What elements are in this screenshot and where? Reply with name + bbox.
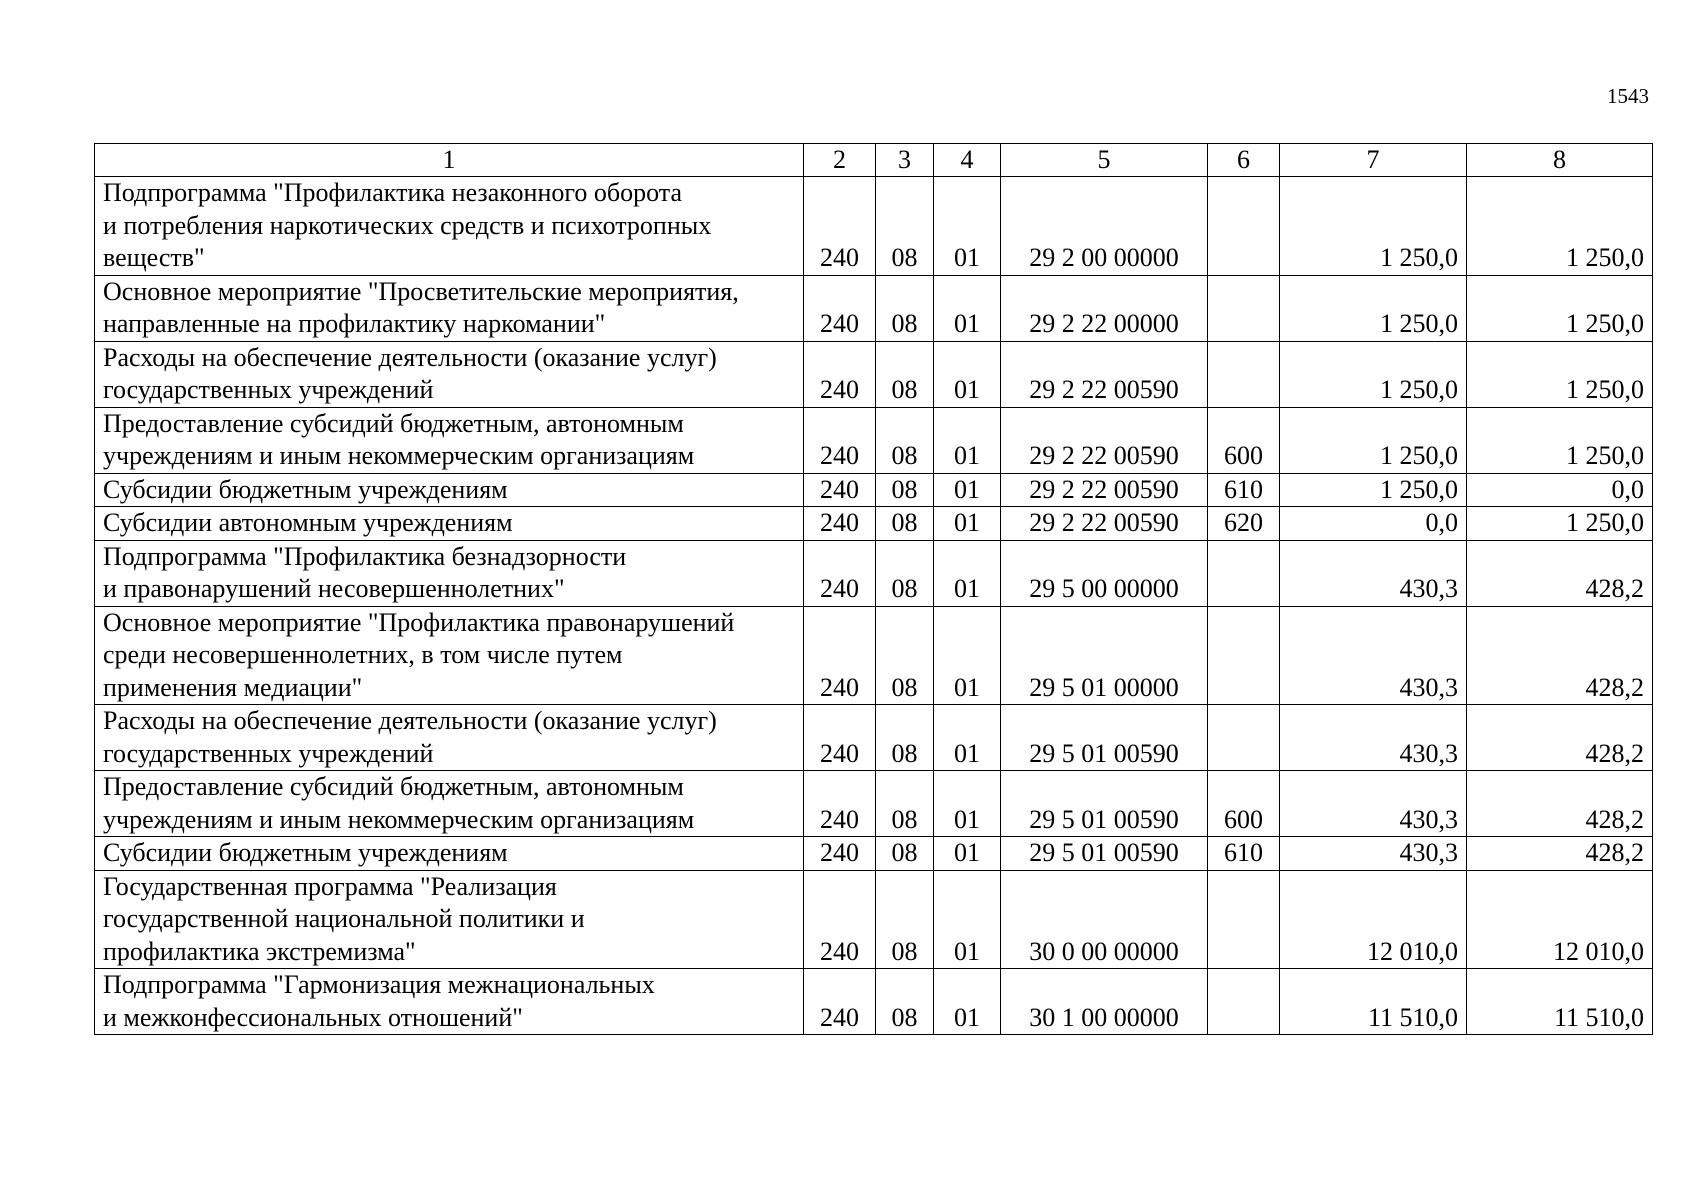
table-row bbox=[95, 473, 1653, 507]
row-name-cell bbox=[95, 407, 804, 473]
gr-code-cell: 240 bbox=[804, 771, 876, 837]
expense-type-cell bbox=[1208, 606, 1280, 705]
table-row bbox=[95, 275, 1653, 341]
amount-year-1-cell: 1 250,0 bbox=[1280, 407, 1467, 473]
table-row bbox=[95, 177, 1653, 276]
table-row bbox=[95, 606, 1653, 705]
target-article-cell: 29 2 22 00590 bbox=[1001, 473, 1208, 507]
subsection-code-cell: 01 bbox=[934, 837, 1001, 871]
gr-code-cell: 240 bbox=[804, 407, 876, 473]
amount-year-1-cell: 0,0 bbox=[1280, 507, 1467, 541]
row-name-cell bbox=[95, 341, 804, 407]
row-name-cell bbox=[95, 771, 804, 837]
section-code-cell: 08 bbox=[876, 969, 934, 1035]
table-row bbox=[95, 837, 1653, 871]
row-name-line: Субсидии автономным учреждениям bbox=[103, 508, 513, 537]
row-name-cell bbox=[95, 705, 804, 771]
gr-code-cell: 240 bbox=[804, 341, 876, 407]
row-name-cell bbox=[95, 507, 804, 541]
row-name-cell bbox=[95, 473, 804, 507]
header-cell: 8 bbox=[1467, 144, 1653, 177]
row-name-line: Субсидии бюджетным учреждениям bbox=[103, 474, 508, 504]
header-cell: 1 bbox=[95, 144, 804, 177]
row-name-line: среди несовершеннолетних, в том числе путем bbox=[103, 640, 623, 669]
amount-year-2-cell: 1 250,0 bbox=[1467, 507, 1653, 541]
row-name-cell bbox=[95, 540, 804, 606]
expense-type-cell bbox=[1208, 705, 1280, 771]
section-code-cell: 08 bbox=[876, 540, 934, 606]
section-code-cell: 08 bbox=[876, 275, 934, 341]
amount-year-2-cell: 428,2 bbox=[1467, 540, 1653, 606]
row-name-cell bbox=[95, 275, 804, 341]
amount-year-1-cell: 1 250,0 bbox=[1280, 341, 1467, 407]
section-code-cell: 08 bbox=[876, 837, 934, 871]
gr-code-cell: 240 bbox=[804, 969, 876, 1035]
gr-code-cell: 240 bbox=[804, 540, 876, 606]
section-code-cell: 08 bbox=[876, 473, 934, 507]
amount-year-1-cell: 430,3 bbox=[1280, 606, 1467, 705]
amount-year-1-cell: 1 250,0 bbox=[1280, 177, 1467, 276]
amount-year-2-cell: 428,2 bbox=[1467, 837, 1653, 871]
amount-year-2-cell: 428,2 bbox=[1467, 606, 1653, 705]
expense-type-cell bbox=[1208, 540, 1280, 606]
table-row bbox=[95, 771, 1653, 837]
target-article-cell: 29 2 22 00590 bbox=[1001, 341, 1208, 407]
header-cell: 4 bbox=[934, 144, 1001, 177]
row-name-line: Основное мероприятие "Профилактика правонарушений bbox=[103, 607, 735, 637]
row-name-line: государственных учреждений bbox=[103, 738, 434, 768]
expense-type-cell: 610 bbox=[1208, 837, 1280, 871]
amount-year-1-cell: 430,3 bbox=[1280, 771, 1467, 837]
amount-year-2-cell: 0,0 bbox=[1467, 473, 1653, 507]
subsection-code-cell: 01 bbox=[934, 275, 1001, 341]
amount-year-2-cell: 1 250,0 bbox=[1467, 341, 1653, 407]
row-name-line: Субсидии бюджетным учреждениям bbox=[103, 838, 508, 867]
section-code-cell: 08 bbox=[876, 507, 934, 541]
row-name-cell bbox=[95, 870, 804, 969]
subsection-code-cell: 01 bbox=[934, 705, 1001, 771]
amount-year-1-cell: 1 250,0 bbox=[1280, 473, 1467, 507]
amount-year-2-cell: 1 250,0 bbox=[1467, 177, 1653, 276]
header-cell: 3 bbox=[876, 144, 934, 177]
table-row bbox=[95, 969, 1653, 1035]
row-name-line: и правонарушений несовершеннолетних" bbox=[103, 574, 565, 603]
gr-code-cell: 240 bbox=[804, 870, 876, 969]
amount-year-1-cell: 430,3 bbox=[1280, 837, 1467, 871]
row-name-line: Подпрограмма "Гармонизация межнациональных bbox=[103, 970, 655, 999]
expense-type-cell bbox=[1208, 275, 1280, 341]
row-name-line: Расходы на обеспечение деятельности (оказание услуг) bbox=[103, 706, 717, 735]
table-row bbox=[95, 705, 1653, 771]
expense-type-cell: 600 bbox=[1208, 407, 1280, 473]
amount-year-2-cell: 12 010,0 bbox=[1467, 870, 1653, 969]
row-name-line: Государственная программа "Реализация bbox=[103, 871, 557, 901]
amount-year-2-cell: 428,2 bbox=[1467, 705, 1653, 771]
expense-type-cell bbox=[1208, 969, 1280, 1035]
row-name-line: Подпрограмма "Профилактика незаконного оборота bbox=[103, 178, 682, 207]
amount-year-1-cell: 1 250,0 bbox=[1280, 275, 1467, 341]
section-code-cell: 08 bbox=[876, 407, 934, 473]
expense-type-cell: 600 bbox=[1208, 771, 1280, 837]
gr-code-cell: 240 bbox=[804, 507, 876, 541]
target-article-cell: 30 1 00 00000 bbox=[1001, 969, 1208, 1035]
row-name-line: Предоставление субсидий бюджетным, автономным bbox=[103, 772, 684, 801]
row-name-cell bbox=[95, 969, 804, 1035]
row-name-line: Основное мероприятие "Просветительские мероприятия, bbox=[103, 276, 739, 306]
expense-type-cell bbox=[1208, 870, 1280, 969]
table-row bbox=[95, 407, 1653, 473]
section-code-cell: 08 bbox=[876, 705, 934, 771]
amount-year-2-cell: 1 250,0 bbox=[1467, 407, 1653, 473]
target-article-cell: 29 2 22 00590 bbox=[1001, 407, 1208, 473]
amount-year-1-cell: 430,3 bbox=[1280, 705, 1467, 771]
header-row bbox=[95, 144, 1653, 177]
amount-year-1-cell: 11 510,0 bbox=[1280, 969, 1467, 1035]
subsection-code-cell: 01 bbox=[934, 606, 1001, 705]
section-code-cell: 08 bbox=[876, 341, 934, 407]
gr-code-cell: 240 bbox=[804, 473, 876, 507]
header-cell: 7 bbox=[1280, 144, 1467, 177]
subsection-code-cell: 01 bbox=[934, 341, 1001, 407]
subsection-code-cell: 01 bbox=[934, 771, 1001, 837]
gr-code-cell: 240 bbox=[804, 705, 876, 771]
target-article-cell: 29 5 01 00590 bbox=[1001, 837, 1208, 871]
header-cell: 2 bbox=[804, 144, 876, 177]
subsection-code-cell: 01 bbox=[934, 177, 1001, 276]
subsection-code-cell: 01 bbox=[934, 870, 1001, 969]
subsection-code-cell: 01 bbox=[934, 507, 1001, 541]
gr-code-cell: 240 bbox=[804, 177, 876, 276]
section-code-cell: 08 bbox=[876, 771, 934, 837]
target-article-cell: 29 5 01 00590 bbox=[1001, 771, 1208, 837]
table-row bbox=[95, 341, 1653, 407]
row-name-line: и потребления наркотических средств и психотропных bbox=[103, 210, 712, 240]
row-name-line: Подпрограмма "Профилактика безнадзорности bbox=[103, 541, 627, 571]
section-code-cell: 08 bbox=[876, 177, 934, 276]
header-cell: 5 bbox=[1001, 144, 1208, 177]
expense-type-cell: 610 bbox=[1208, 473, 1280, 507]
subsection-code-cell: 01 bbox=[934, 969, 1001, 1035]
amount-year-1-cell: 430,3 bbox=[1280, 540, 1467, 606]
table-row bbox=[95, 507, 1653, 541]
row-name-line: профилактика экстремизма" bbox=[103, 936, 416, 966]
subsection-code-cell: 01 bbox=[934, 473, 1001, 507]
amount-year-2-cell: 11 510,0 bbox=[1467, 969, 1653, 1035]
row-name-line: веществ" bbox=[103, 243, 205, 272]
subsection-code-cell: 01 bbox=[934, 407, 1001, 473]
row-name-line: государственных учреждений bbox=[103, 375, 434, 404]
row-name-line: Предоставление субсидий бюджетным, автономным bbox=[103, 408, 684, 438]
row-name-line: применения медиации" bbox=[103, 672, 363, 702]
subsection-code-cell: 01 bbox=[934, 540, 1001, 606]
table-row bbox=[95, 870, 1653, 969]
table-body bbox=[95, 144, 1653, 1035]
budget-table bbox=[94, 143, 1653, 1035]
row-name-line: учреждениям и иным некоммерческим организациям bbox=[103, 441, 695, 470]
row-name-line: учреждениям и иным некоммерческим организациям bbox=[103, 804, 695, 834]
amount-year-1-cell: 12 010,0 bbox=[1280, 870, 1467, 969]
gr-code-cell: 240 bbox=[804, 837, 876, 871]
page-number: 1543 bbox=[1607, 84, 1649, 108]
row-name-cell bbox=[95, 837, 804, 871]
gr-code-cell: 240 bbox=[804, 606, 876, 705]
expense-type-cell bbox=[1208, 341, 1280, 407]
expense-type-cell: 620 bbox=[1208, 507, 1280, 541]
row-name-line: направленные на профилактику наркомании" bbox=[103, 309, 606, 338]
target-article-cell: 29 2 22 00000 bbox=[1001, 275, 1208, 341]
target-article-cell: 29 2 00 00000 bbox=[1001, 177, 1208, 276]
gr-code-cell: 240 bbox=[804, 275, 876, 341]
header-cell: 6 bbox=[1208, 144, 1280, 177]
section-code-cell: 08 bbox=[876, 870, 934, 969]
target-article-cell: 30 0 00 00000 bbox=[1001, 870, 1208, 969]
target-article-cell: 29 5 01 00590 bbox=[1001, 705, 1208, 771]
table-row bbox=[95, 540, 1653, 606]
row-name-cell bbox=[95, 606, 804, 705]
target-article-cell: 29 5 00 00000 bbox=[1001, 540, 1208, 606]
section-code-cell: 08 bbox=[876, 606, 934, 705]
row-name-cell bbox=[95, 177, 804, 276]
row-name-line: Расходы на обеспечение деятельности (оказание услуг) bbox=[103, 342, 717, 372]
amount-year-2-cell: 1 250,0 bbox=[1467, 275, 1653, 341]
expense-type-cell bbox=[1208, 177, 1280, 276]
row-name-line: государственной национальной политики и bbox=[103, 904, 585, 933]
target-article-cell: 29 2 22 00590 bbox=[1001, 507, 1208, 541]
amount-year-2-cell: 428,2 bbox=[1467, 771, 1653, 837]
row-name-line: и межконфессиональных отношений" bbox=[103, 1002, 523, 1032]
target-article-cell: 29 5 01 00000 bbox=[1001, 606, 1208, 705]
